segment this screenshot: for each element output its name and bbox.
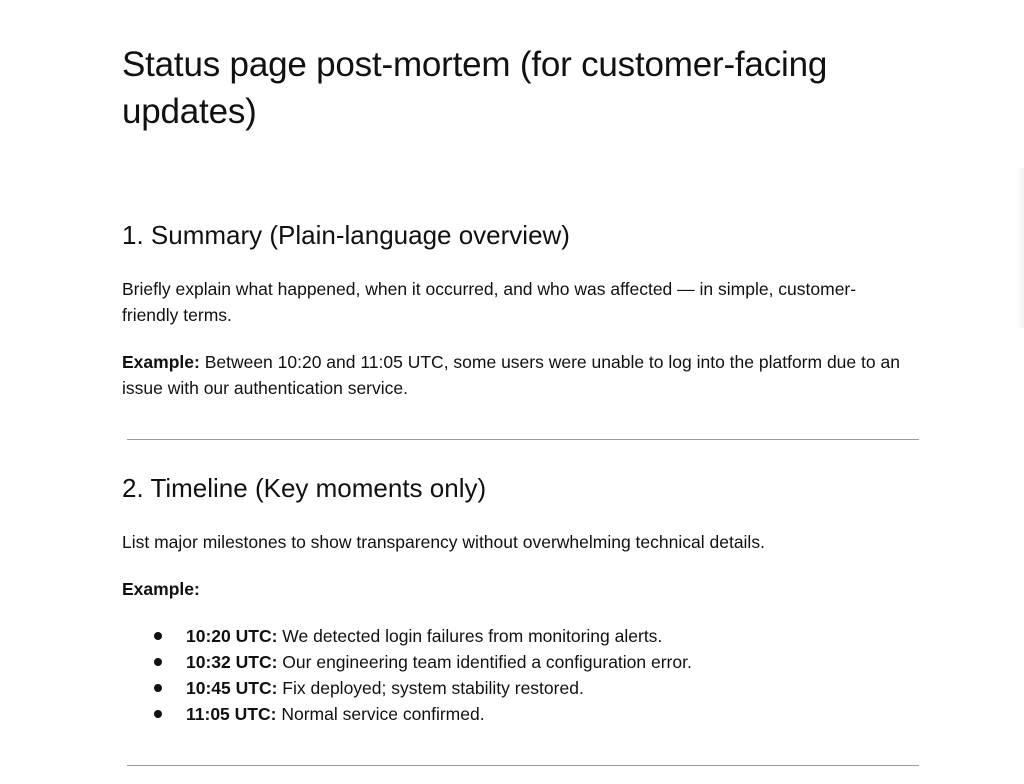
page-edge-shadow (1016, 168, 1024, 328)
timeline-item (122, 623, 912, 649)
summary-example (122, 349, 912, 401)
timeline-text: We detected login failures from monitoring alerts. (282, 626, 663, 646)
timeline-time: 10:32 UTC: (186, 652, 278, 672)
document-title: Status page post-mortem (for customer-facing updates) (122, 45, 828, 131)
timeline-item (122, 649, 912, 675)
section-heading-timeline: 2. Timeline (Key moments only) (122, 473, 487, 503)
bullet-icon (154, 684, 162, 692)
bullet-icon (154, 710, 162, 718)
timeline-text: Our engineering team identified a configuration error. (282, 652, 692, 672)
section-heading-summary: 1. Summary (Plain-language overview) (122, 220, 570, 250)
timeline-item (122, 701, 912, 727)
timeline-example-label (122, 576, 912, 602)
timeline-time: 11:05 UTC: (186, 704, 277, 724)
summary-example-text: Between 10:20 and 11:05 UTC, some users were unable to log into the platform due to an issue with our authentication service. (122, 352, 900, 398)
timeline-text: Normal service confirmed. (281, 704, 485, 724)
section-divider (127, 765, 919, 766)
timeline-description: List major milestones to show transparency without overwhelming technical details. (122, 532, 765, 552)
timeline-list (122, 623, 912, 727)
bullet-icon (154, 658, 162, 666)
timeline-time: 10:45 UTC: (186, 678, 278, 698)
bullet-icon (154, 632, 162, 640)
timeline-example-label-text: Example: (122, 579, 200, 599)
summary-description: Briefly explain what happened, when it occurred, and who was affected — in simple, customer-friendly terms. (122, 279, 857, 325)
section-divider (127, 439, 919, 440)
summary-example-label: Example: (122, 352, 200, 372)
timeline-time: 10:20 UTC: (186, 626, 278, 646)
timeline-item (122, 675, 912, 701)
timeline-text: Fix deployed; system stability restored. (282, 678, 584, 698)
